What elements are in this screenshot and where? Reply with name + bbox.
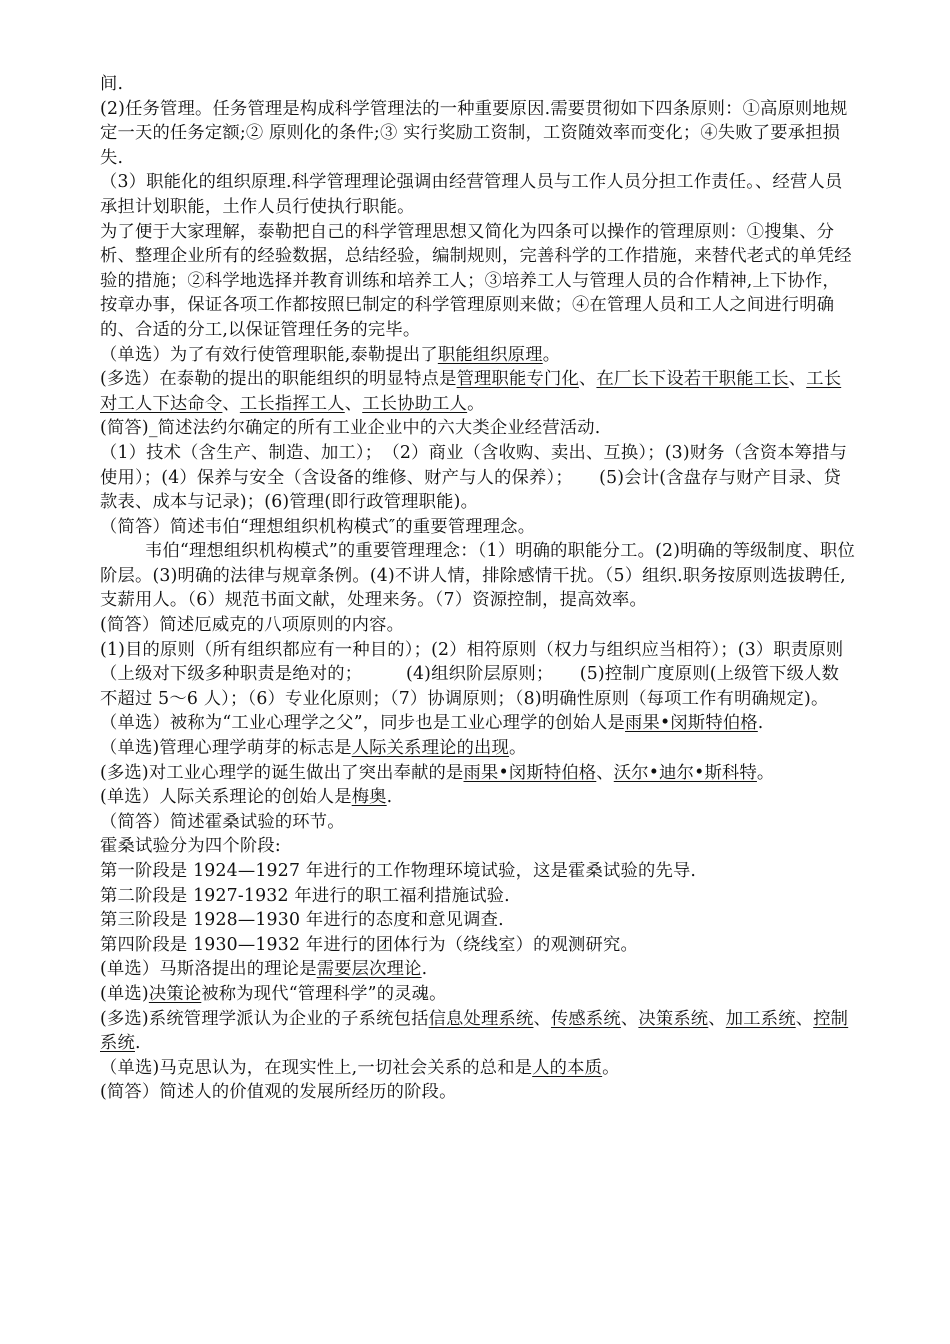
short-answer-question: （简答）简述霍桑试验的环节。 xyxy=(100,811,345,832)
answer-text: 人的本质 xyxy=(532,1057,603,1078)
short-answer-question: (简答）简述厄威克的八项原则的内容。 xyxy=(100,615,405,636)
answer-text: 工长指挥工人 xyxy=(239,393,345,414)
answer-text: 传感系统 xyxy=(550,1008,621,1029)
answer-text: 梅奥 xyxy=(351,787,387,808)
paragraph-urwick-principles: (1)目的原则（所有组织都应有一种目的）；(2）相符原则（权力与组织应当相符）；(3）职责原则（上级对下级多种职责是绝对的； (4)组织阶层原则； (5)控制广度原则(上级管下级人数不超过 5～6 人）；（6）专业化原则；（7）协调原则；（8)明确性原则（每项工作有明确规定)。 xyxy=(100,639,844,709)
answer-text: 需要层次理论 xyxy=(316,959,422,980)
answer-text: 在厂长下设若干职能工长 xyxy=(596,369,789,390)
multi-choice-item: (多选)系统管理学派认为企业的子系统包括信息处理系统、传感系统、决策系统、加工系统、控制系统. xyxy=(100,1008,849,1054)
answer-text: 管理职能专门化 xyxy=(456,369,579,390)
answer-text: 雨果•闵斯特伯格 xyxy=(463,762,597,783)
single-choice-item: （单选）被称为“工业心理学之父”，同步也是工业心理学的创始人是雨果•闵斯特伯格. xyxy=(100,713,764,734)
multi-choice-item: (多选）在泰勒的提出的职能组织的明显特点是管理职能专门化、在厂长下设若干职能工长、工长对工人下达命令、工长指挥工人、工长协助工人。 xyxy=(100,369,842,414)
answer-text: 工长对工人下达命令 xyxy=(100,369,842,414)
text-line: 第四阶段是 1930—1932 年进行的团体行为（绕线室）的观测研究。 xyxy=(100,934,638,955)
paragraph-weber-concepts: 韦伯“理想组织机构模式”的重要管理理念：（1）明确的职能分工。(2)明确的等级制度、职位阶层。(3)明确的法律与规章条例。(4)不讲人情，排除感情干扰。（5）组织.职务按原则选拔聘任,支薪用人。（6）规范书面文献，处理来务。（7）资源控制，提高效率。 xyxy=(100,541,855,611)
paragraph-functional-organization: （3）职能化的组织原理.科学管理理论强调由经营管理人员与工作人员分担工作责任。、经营人员承担计划职能，土作人员行使执行职能。 xyxy=(100,172,843,217)
answer-text: 人际关系理论的出现 xyxy=(351,738,510,759)
answer-text: 加工系统 xyxy=(725,1008,796,1029)
paragraph-taylor-principles: 为了便于大家理解，泰勒把自己的科学管理思想又简化为四条可以操作的管理原则：①搜集、分析、整理企业所有的经验数据，总结经验，编制规则，完善科学的工作措施，来替代老式的单凭经验的措施；②科学地选择并教育训练和培养工人；③培养工人与管理人员的合作精神,上下协作，按章办事，保证各项工作都按照巳制定的科学管理原则来做；④在管理人员和工人之间进行明确的、合适的分工,以保证管理任务的完毕。 xyxy=(100,221,852,340)
short-answer-question: (简答)_简述法约尔确定的所有工业企业中的六大类企业经营活动. xyxy=(100,418,601,439)
answer-text: 雨果•闵斯特伯格 xyxy=(625,713,758,734)
single-choice-item: (单选）马斯洛提出的理论是需要层次理论. xyxy=(100,959,428,980)
text-line: 间. xyxy=(100,74,124,94)
short-answer-question: （简答）简述韦伯“理想组织机构模式″的重要管理理念。 xyxy=(100,516,536,537)
single-choice-item: （单选)管理心理学萌芽的标志是人际关系理论的出现。 xyxy=(100,738,527,759)
text-line: 霍桑试验分为四个阶段: xyxy=(100,836,281,857)
multi-choice-item: (多选)对工业心理学的诞生做出了突出奉献的是雨果•闵斯特伯格、沃尔•迪尔•斯科特。 xyxy=(100,762,775,783)
answer-text: 职能组织原理 xyxy=(437,344,543,365)
answer-text: 信息处理系统 xyxy=(428,1008,534,1029)
answer-text: 工长协助工人 xyxy=(362,393,468,414)
single-choice-item: (单选)决策论被称为现代“管理科学”的灵魂。 xyxy=(100,983,447,1004)
paragraph-task-management: (2)任务管理。任务管理是构成科学管理法的一种重要原因.需要贯彻如下四条原则：①高原则地规定一天的任务定额;② 原则化的条件;③ 实行奖励工资制，工资随效率而变化；④失败了要承担损失. xyxy=(100,98,848,168)
single-choice-item: （单选）为了有效行使管理职能,泰勒提出了职能组织原理。 xyxy=(100,344,561,365)
single-choice-item: （单选)马克思认为，在现实性上,一切社会关系的总和是人的本质。 xyxy=(100,1057,620,1078)
text-line: 第一阶段是 1924—1927 年进行的工作物理环境试验，这是霍桑试验的先导. xyxy=(100,861,697,881)
text-line: 第二阶段是 1927-1932 年进行的职工福利措施试验. xyxy=(100,885,510,906)
answer-text: 沃尔•迪尔•斯科特 xyxy=(613,762,757,783)
answer-text: 决策系统 xyxy=(638,1008,709,1029)
short-answer-question: (简答）简述人的价值观的发展所经历的阶段。 xyxy=(100,1082,457,1103)
answer-text: 控制系统 xyxy=(100,1008,849,1054)
answer-text: 决策论 xyxy=(148,983,202,1004)
document-page xyxy=(100,72,856,1105)
paragraph-fayol-activities: （1）技术（含生产、制造、加工）； （2）商业（含收购、卖出、互换）；(3)财务（含资本筹措与使用）；(4）保养与安全（含设备的维修、财产与人的保养）； (5)会计(含盘存与财产目录、贷款表、成本与记录)；(6)管理(即行政管理职能)。 xyxy=(100,442,848,513)
text-line: 第三阶段是 1928—1930 年进行的态度和意见调查. xyxy=(100,910,504,931)
single-choice-item: (单选）人际关系理论的创始人是梅奥. xyxy=(100,787,393,808)
